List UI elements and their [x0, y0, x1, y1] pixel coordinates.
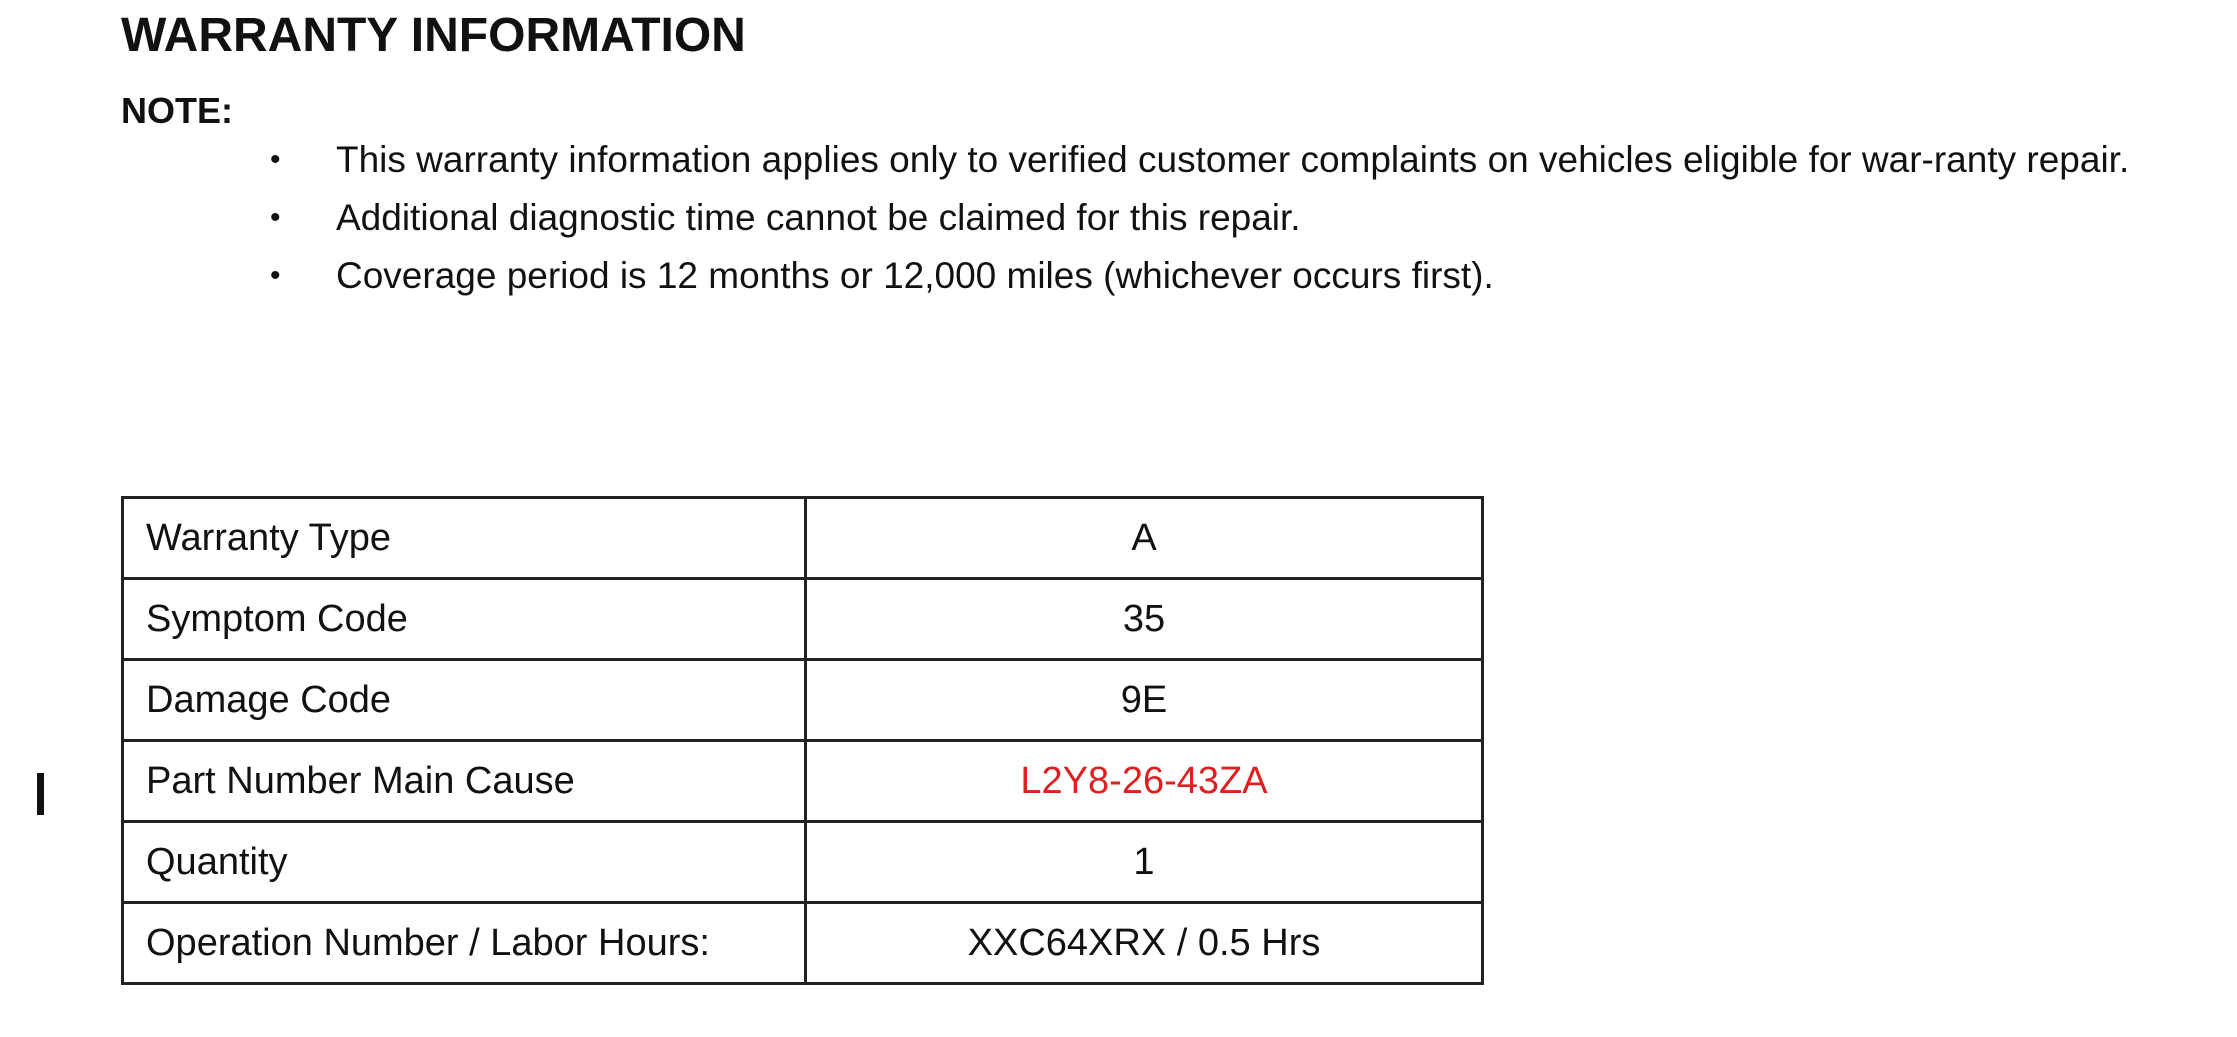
symptom-code-label: Symptom Code: [123, 579, 806, 660]
note-item: [262, 135, 2162, 185]
document-title: WARRANTY INFORMATION: [121, 9, 746, 62]
note-item: [262, 193, 2162, 243]
bullet-icon: •: [270, 201, 281, 234]
notes-list: [262, 135, 2162, 309]
part-number-value: L2Y8-26-43ZA: [806, 741, 1483, 822]
table-row: [123, 660, 1483, 741]
note-text: This warranty information applies only to verified customer complaints on vehicles eligible for war-ranty repair.: [336, 139, 2130, 180]
table-row: [123, 903, 1483, 984]
warranty-type-label: Warranty Type: [123, 498, 806, 579]
note-item: [262, 251, 2162, 301]
note-label: NOTE:: [121, 90, 233, 131]
damage-code-label: Damage Code: [123, 660, 806, 741]
part-number-label: Part Number Main Cause: [123, 741, 806, 822]
warranty-type-value: A: [806, 498, 1483, 579]
bullet-icon: •: [270, 259, 281, 292]
table-row: [123, 579, 1483, 660]
quantity-value: 1: [806, 822, 1483, 903]
operation-number-value: XXC64XRX / 0.5 Hrs: [806, 903, 1483, 984]
symptom-code-value: 35: [806, 579, 1483, 660]
operation-number-label: Operation Number / Labor Hours:: [123, 903, 806, 984]
table-row: [123, 498, 1483, 579]
quantity-label: Quantity: [123, 822, 806, 903]
warranty-table: [121, 496, 1484, 985]
revision-change-bar: [37, 773, 44, 815]
note-text: Coverage period is 12 months or 12,000 miles (whichever occurs first).: [336, 255, 1494, 296]
table-row: [123, 822, 1483, 903]
damage-code-value: 9E: [806, 660, 1483, 741]
table-row: [123, 741, 1483, 822]
bullet-icon: •: [270, 143, 281, 176]
note-text: Additional diagnostic time cannot be claimed for this repair.: [336, 197, 1301, 238]
